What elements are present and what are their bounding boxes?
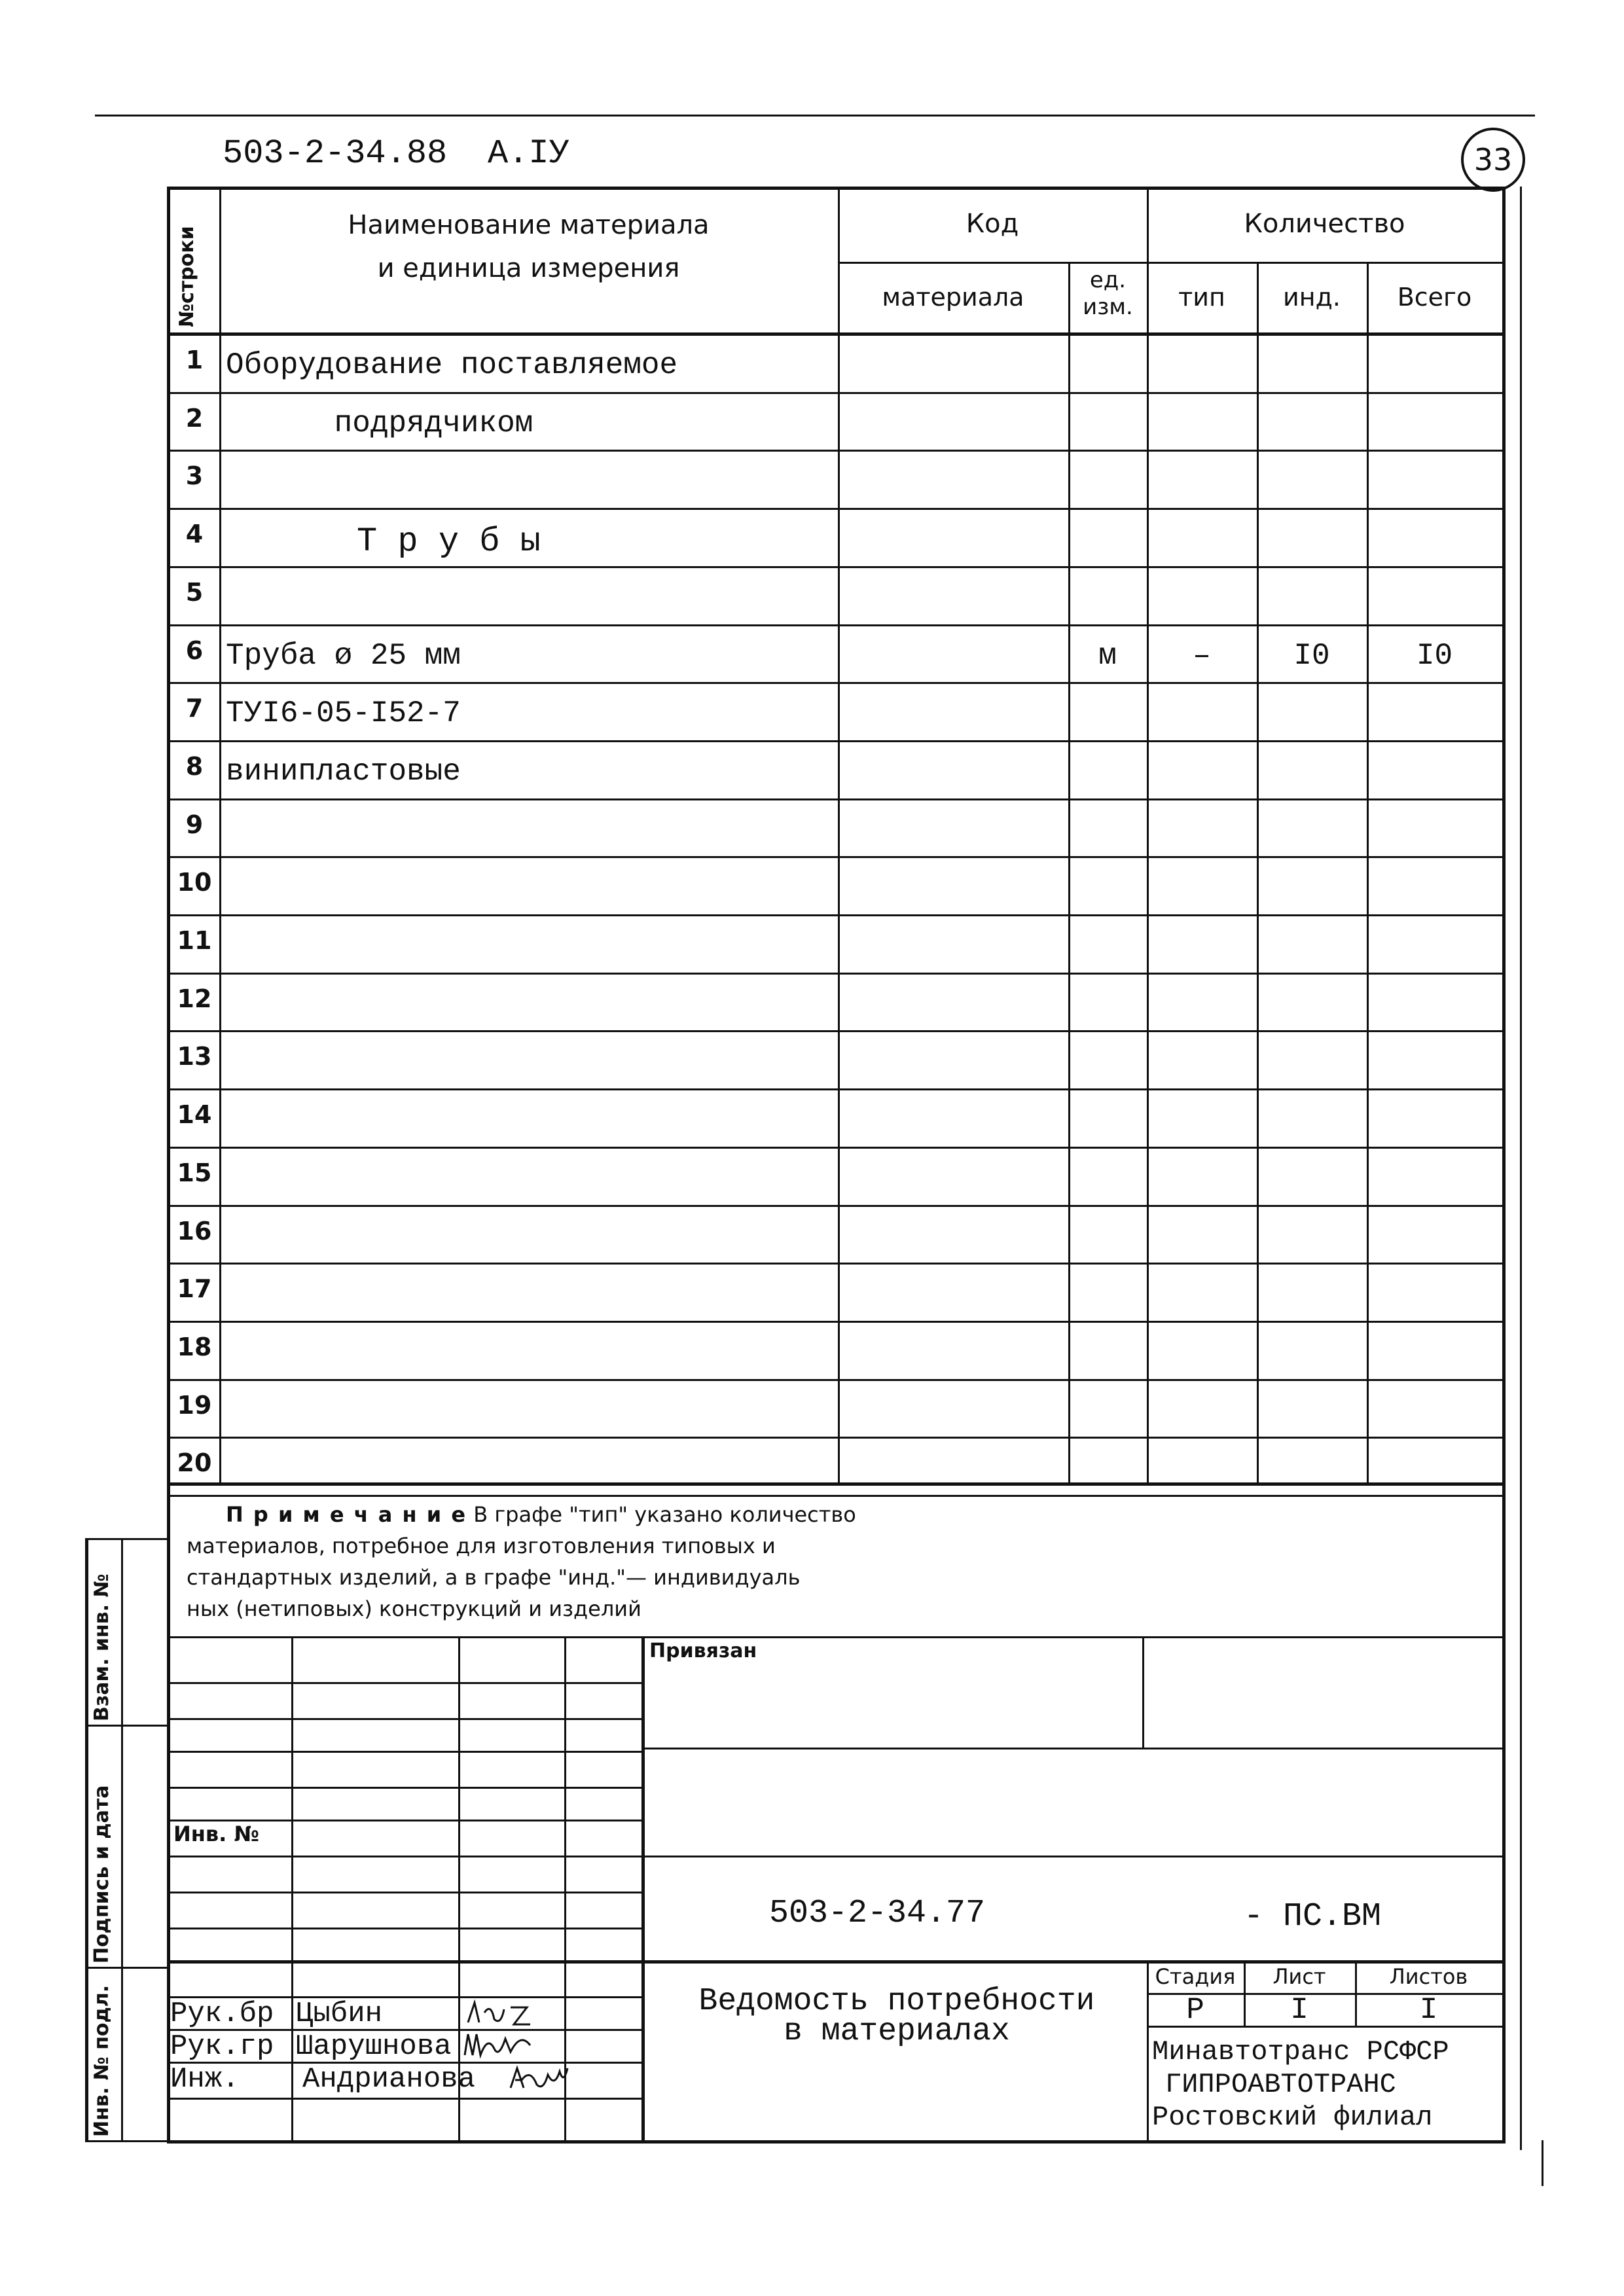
sheets-value: I [1419,1993,1438,2027]
header-qty-type: тип [1178,283,1225,312]
col-sep-name [838,187,840,1482]
row-material-name: подрядчиком [226,406,533,440]
table-row-line [167,1205,1506,1207]
row-ind: I0 [1293,638,1330,673]
signer-1-role: Рук.бр [170,1998,274,2030]
side-strip-h1 [85,1538,167,1540]
row-material-name: Оборудование поставляемое [226,348,678,382]
signature-3 [507,2062,573,2094]
row-number: 5 [185,577,204,607]
row-number: 1 [185,346,204,374]
header-code-unit: ед. изм. [1083,267,1133,320]
row-number: 7 [185,694,204,723]
sheet-label: Лист [1272,1964,1326,1989]
note-heading: П р и м е ч а н и е [226,1502,467,1527]
table-bottom [167,1482,1506,1486]
stamp-title-top [167,1960,1506,1964]
note-block [187,1499,1038,1624]
stamp-bottom [167,2140,1506,2144]
col-sep-code-qty [1147,187,1149,1482]
row-number: 8 [185,751,204,781]
side-strip-h3 [85,1967,167,1969]
col-sep-ind [1367,262,1369,1482]
stamp-v1 [291,1636,293,2140]
signer-3-role: Инж. [170,2063,240,2096]
note-line1: В графе "тип" указано количество [467,1502,856,1527]
row-material-name: винипластовые [226,754,461,789]
row-type: – [1193,638,1211,673]
table-row-line [167,914,1506,916]
note-line2: материалов, потребное для изготовления типовых и [187,1534,776,1558]
header-rownum: №строки [175,226,198,327]
table-row-line [167,740,1506,742]
signature-1 [465,2000,556,2029]
side-strip-h2 [85,1725,167,1727]
page-edge-mark [1542,2140,1543,2186]
header-qty-ind: инд. [1283,283,1341,312]
stamp-h3 [167,1751,643,1753]
header-bottom [167,332,1506,336]
table-row-line [167,973,1506,975]
stamp-h2 [167,1718,643,1720]
doc-code: 503-2-34.88 [223,134,448,173]
top-border-line [95,115,1535,117]
table-row-line [167,1437,1506,1439]
row-number: 17 [177,1274,212,1304]
side-label-inv-orig: Инв. № подл. [90,1984,113,2137]
side-strip-inner [121,1538,123,2140]
stamp-h7 [167,1892,643,1893]
side-strip-h4 [85,2140,167,2142]
row-number: 10 [177,868,212,897]
header-qty: Количество [1244,209,1405,239]
col-sep-type [1257,262,1259,1482]
table-row-line [167,1263,1506,1265]
stamp-h1 [167,1682,643,1684]
row-number: 12 [177,984,212,1013]
signer-2-role: Рук.гр [170,2030,274,2063]
row-number: 20 [177,1448,212,1478]
side-label-replace-inv: Взам. инв. № [90,1573,113,1721]
row-total: I0 [1416,638,1453,673]
org-line2: ГИПРОАВТОТРАНС [1165,2069,1396,2100]
table-row-line [167,566,1506,568]
header-name [219,209,838,284]
doc-title-line2: в материалах [784,2014,1010,2049]
row-material-name: ТУI6-05-I52-7 [226,696,461,731]
col-sep-unit [1068,262,1070,1482]
stamp-bound-right [1142,1636,1144,1748]
row-material-name: Т р у б ы [357,522,541,562]
table-top [167,187,1506,190]
table-row-line [167,1147,1506,1149]
org-block [1152,2036,1506,2134]
stamp-h8 [167,1928,643,1929]
stamp-docnum-top [643,1856,1506,1857]
org-line3: Ростовский филиал [1152,2102,1433,2133]
org-line1: Минавтотранс РСФСР [1152,2036,1449,2068]
doc-title [648,1986,1146,2047]
outer-right-margin [1520,187,1522,2150]
stamp-v4 [641,1636,645,2140]
row-material-name: Труба ø 25 мм [226,638,461,673]
row-number: 19 [177,1390,212,1420]
table-row-line [167,392,1506,394]
table-row-line [167,1030,1506,1032]
row-number: 3 [185,461,204,491]
row-number: 18 [177,1332,212,1361]
row-unit: м [1098,638,1117,673]
doc-title-line1: Ведомость потребности [698,1984,1095,2019]
stamp-top [167,1636,1506,1638]
page-number: 33 [1473,142,1513,177]
side-strip-left [85,1538,88,2140]
row-number: 9 [185,810,204,839]
signer-1-name: Цыбин [296,1998,383,2030]
table-row-line [167,624,1506,626]
inv-label: Инв. № [173,1821,259,1846]
stamp-h4 [167,1787,643,1789]
table-row-line [167,798,1506,800]
stamp-h6 [167,1856,643,1857]
note-line4: ных (нетиповых) конструкций и изделий [187,1596,641,1621]
header-code: Код [965,209,1019,239]
doc-suffix: - ПС.ВМ [1244,1898,1382,1935]
stage-label: Стадия [1155,1964,1236,1989]
sheet-value: I [1290,1993,1308,2027]
header-subline [838,262,1502,264]
row-number: 2 [185,403,204,433]
table-row-line [167,508,1506,510]
table-row-line [167,1495,1506,1497]
page-number-circle [1461,128,1525,192]
stage-value: Р [1186,1993,1204,2027]
frame-right [1502,187,1506,2144]
header-name-line2: и единица измерения [377,253,680,283]
signer-2-name: Шарушнова [296,2030,452,2063]
table-row-line [167,450,1506,452]
header-code-material: материала [882,283,1024,312]
stamp-bound-bottom [643,1748,1506,1749]
doc-number: 503-2-34.77 [769,1895,986,1932]
album-code: А.IУ [488,134,569,173]
bound-label: Привязан [649,1640,757,1662]
row-number: 4 [185,520,204,549]
header-name-line1: Наименование материала [348,210,710,240]
row-number: 11 [177,926,212,955]
header-qty-total: Всего [1397,283,1472,312]
row-number: 14 [177,1100,212,1130]
table-row-line [167,682,1506,684]
row-number: 15 [177,1158,212,1187]
signer-3-name: Андрианова [302,2063,476,2096]
side-label-sign-date: Подпись и дата [90,1785,113,1964]
table-row-line [167,1321,1506,1323]
row-number: 6 [185,636,204,665]
stamp-h12 [167,2098,643,2100]
table-row-line [167,1088,1506,1090]
signature-2 [458,2029,556,2062]
row-number: 13 [177,1042,212,1071]
table-row-line [167,1379,1506,1381]
sheets-label: Листов [1389,1964,1468,1989]
note-line3: стандартных изделий, а в графе "инд."— индивидуаль [187,1565,801,1590]
row-number: 16 [177,1216,212,1246]
table-row-line [167,856,1506,858]
